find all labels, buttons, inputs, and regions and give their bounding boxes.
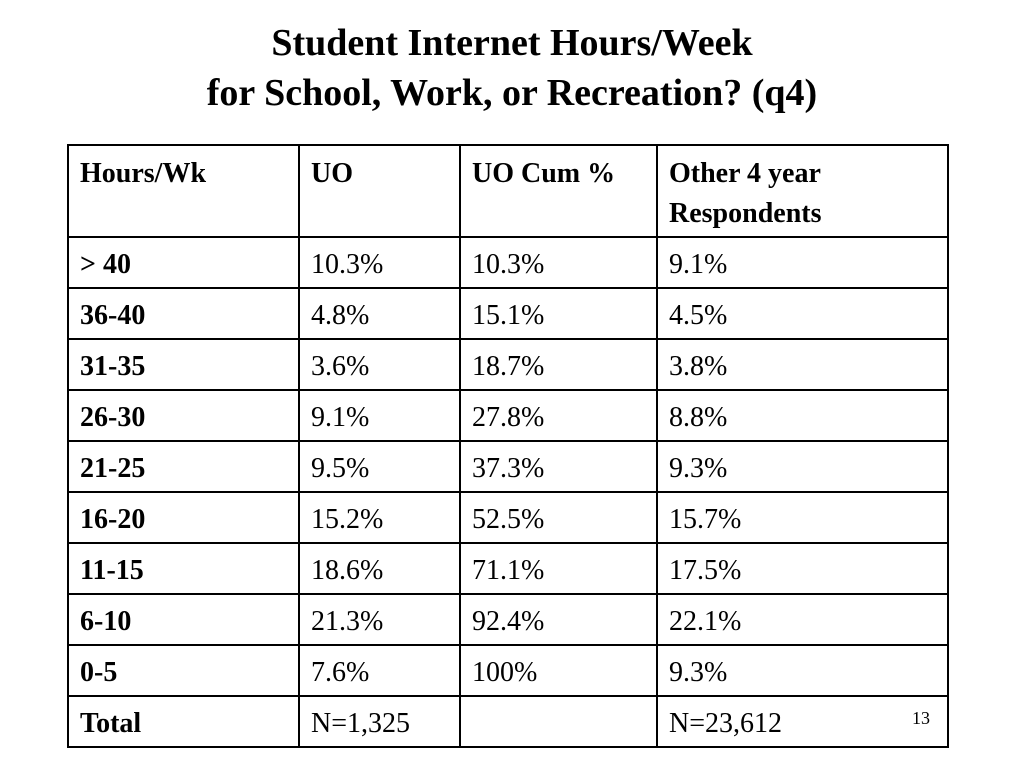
row-label: Total: [68, 696, 299, 747]
table-row: [68, 237, 948, 288]
table-row: [68, 390, 948, 441]
cell-uo-cum: 10.3%: [460, 237, 657, 288]
table-row: [68, 645, 948, 696]
table-row: [68, 339, 948, 390]
cell-uo-cum: [460, 696, 657, 747]
cell-other: 9.1%: [657, 237, 948, 288]
cell-uo-cum: 52.5%: [460, 492, 657, 543]
row-label: 11-15: [68, 543, 299, 594]
hours-per-week-table: [67, 144, 949, 748]
row-label: 26-30: [68, 390, 299, 441]
cell-uo: 18.6%: [299, 543, 460, 594]
cell-other: N=23,612: [657, 696, 948, 747]
cell-other: 22.1%: [657, 594, 948, 645]
cell-uo-cum: 71.1%: [460, 543, 657, 594]
cell-other: 17.5%: [657, 543, 948, 594]
header-hours-wk: Hours/Wk: [68, 145, 299, 237]
table-row: [68, 492, 948, 543]
cell-uo: 3.6%: [299, 339, 460, 390]
cell-uo-cum: 100%: [460, 645, 657, 696]
slide-title-line-1: Student Internet Hours/Week: [271, 22, 753, 64]
slide-title: [0, 18, 1024, 118]
cell-uo-cum: 18.7%: [460, 339, 657, 390]
cell-other: 9.3%: [657, 645, 948, 696]
row-label: 16-20: [68, 492, 299, 543]
cell-other: 8.8%: [657, 390, 948, 441]
header-uo: UO: [299, 145, 460, 237]
cell-uo: 7.6%: [299, 645, 460, 696]
cell-uo: 4.8%: [299, 288, 460, 339]
row-label: 6-10: [68, 594, 299, 645]
cell-other: 9.3%: [657, 441, 948, 492]
cell-uo-cum: 92.4%: [460, 594, 657, 645]
row-label: > 40: [68, 237, 299, 288]
table-row: [68, 441, 948, 492]
slide-number: 13: [912, 708, 930, 728]
cell-other: 3.8%: [657, 339, 948, 390]
cell-uo: 21.3%: [299, 594, 460, 645]
row-label: 21-25: [68, 441, 299, 492]
header-other-respondents: Other 4 year Respondents: [657, 145, 948, 237]
slide-title-line-2: for School, Work, or Recreation? (q4): [206, 72, 818, 114]
cell-uo-cum: 37.3%: [460, 441, 657, 492]
cell-uo: 9.5%: [299, 441, 460, 492]
header-uo-cum: UO Cum %: [460, 145, 657, 237]
cell-uo: N=1,325: [299, 696, 460, 747]
cell-uo-cum: 27.8%: [460, 390, 657, 441]
row-label: 36-40: [68, 288, 299, 339]
table-header-row: [68, 145, 948, 237]
table-row: [68, 594, 948, 645]
table-row: [68, 288, 948, 339]
table-row: [68, 543, 948, 594]
cell-uo: 9.1%: [299, 390, 460, 441]
cell-other: 15.7%: [657, 492, 948, 543]
cell-uo: 15.2%: [299, 492, 460, 543]
cell-uo: 10.3%: [299, 237, 460, 288]
table-row-total: [68, 696, 948, 747]
cell-uo-cum: 15.1%: [460, 288, 657, 339]
cell-other: 4.5%: [657, 288, 948, 339]
row-label: 0-5: [68, 645, 299, 696]
row-label: 31-35: [68, 339, 299, 390]
